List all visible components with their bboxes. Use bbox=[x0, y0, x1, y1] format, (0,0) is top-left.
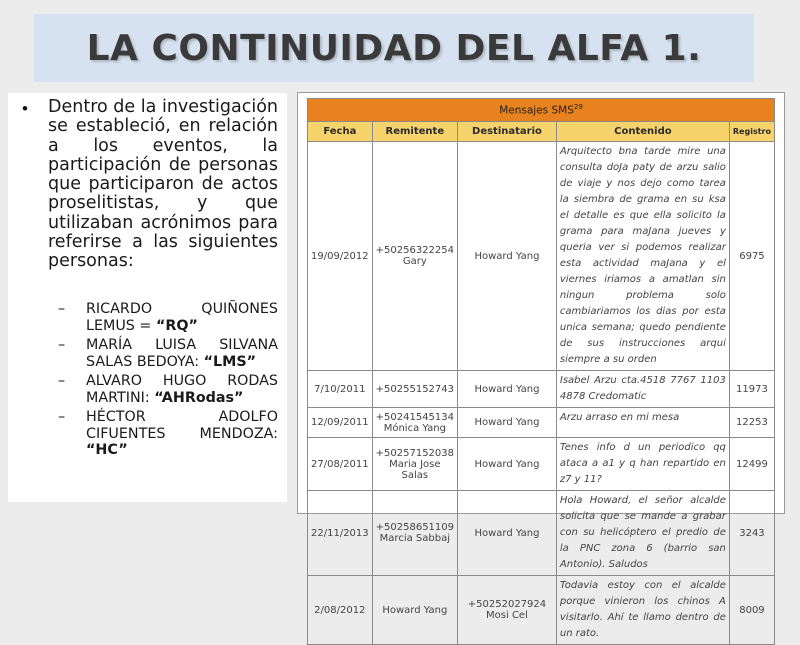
cell-contenido: Todavia estoy con el alcalde porque vinieron los chinos A visitarlo. Ahí te llamo dentro de un rato. bbox=[556, 576, 729, 645]
person-acronym: “RQ” bbox=[155, 317, 198, 334]
cell-registro: 6975 bbox=[729, 142, 774, 371]
person-acronym: “HC” bbox=[86, 442, 128, 458]
table-row bbox=[308, 371, 775, 408]
acronym-list bbox=[58, 301, 278, 462]
left-text-panel bbox=[8, 93, 287, 502]
table-row bbox=[308, 408, 775, 438]
dash-marker: – bbox=[58, 337, 66, 353]
header-contenido: Contenido bbox=[556, 122, 729, 142]
cell-remitente: +50257152038 Maria Jose Salas bbox=[372, 438, 457, 491]
list-item bbox=[58, 337, 278, 370]
person-name: ALVARO HUGO RODAS MARTINI: bbox=[86, 373, 278, 406]
cell-remitente: +50256322254 Gary bbox=[372, 142, 457, 371]
cell-fecha: 2/08/2012 bbox=[308, 576, 373, 645]
person-name: MARÍA LUISA SILVANA SALAS BEDOYA: bbox=[86, 337, 278, 370]
list-item bbox=[58, 373, 278, 406]
cell-destinatario: Howard Yang bbox=[458, 142, 557, 371]
intro-paragraph: Dentro de la investigación se estableció, en relación a los eventos, la participación de personas que participaron de actos proselitistas, y que utilizaban acrónimos para referirse a las siguientes personas: bbox=[48, 97, 278, 272]
cell-registro: 11973 bbox=[729, 371, 774, 408]
table-row bbox=[308, 438, 775, 491]
dash-marker: – bbox=[58, 301, 66, 317]
cell-remitente: +50241545134 Mónica Yang bbox=[372, 408, 457, 438]
dash-marker: – bbox=[58, 409, 66, 425]
cell-fecha: 7/10/2011 bbox=[308, 371, 373, 408]
cell-fecha: 19/09/2012 bbox=[308, 142, 373, 371]
person-name: RICARDO QUIÑONES LEMUS = bbox=[86, 301, 278, 334]
cell-destinatario: Howard Yang bbox=[458, 438, 557, 491]
caption-footnote: 29 bbox=[573, 103, 583, 112]
sms-table-image bbox=[297, 92, 785, 639]
cell-destinatario: +50252027924 Mosi Cel bbox=[458, 576, 557, 645]
cell-contenido: Tenes info d un periodico qq ataca a a1 y q han repartido en z7 y 11? bbox=[556, 438, 729, 491]
cell-registro: 3243 bbox=[729, 491, 774, 576]
cell-fecha: 22/11/2013 bbox=[308, 491, 373, 576]
cell-remitente: +50258651109 Marcia Sabbaj bbox=[372, 491, 457, 576]
table-row bbox=[308, 491, 775, 576]
header-fecha: Fecha bbox=[308, 122, 373, 142]
dash-marker: – bbox=[58, 373, 66, 389]
header-remitente: Remitente bbox=[372, 122, 457, 142]
cell-remitente: +50255152743 bbox=[372, 371, 457, 408]
cell-fecha: 27/08/2011 bbox=[308, 438, 373, 491]
header-row bbox=[308, 122, 775, 142]
person-name: HÉCTOR ADOLFO CIFUENTES MENDOZA: bbox=[86, 409, 278, 442]
title-banner bbox=[34, 14, 754, 82]
cell-destinatario: Howard Yang bbox=[458, 408, 557, 438]
table-caption bbox=[308, 99, 775, 122]
cell-contenido: Arquitecto bna tarde mire una consulta doJa paty de arzu salio de viaje y nos dejo como tarea la siembra de grama en su ksa el detalle es que ella solicito la grama para maJana jueves y queria ver si podemos realizar esta actividad maJana y el viernes iriamos a amatlan sin ningun problema solo cambiariamos los dias por esta unica semana; quedo pendiente de sus instrucciones arqui siempre a su orden bbox=[556, 142, 729, 371]
cell-contenido: Hola Howard, el señor alcalde solicita que se mande a grabar con su helicóptero el predio de la PNC zona 6 (barrio san Antonio). Saludos bbox=[556, 491, 729, 576]
sms-table bbox=[307, 98, 775, 645]
caption-text: Mensajes SMS bbox=[499, 104, 574, 117]
table-row bbox=[308, 142, 775, 371]
cell-registro: 12499 bbox=[729, 438, 774, 491]
person-acronym: “LMS” bbox=[203, 353, 257, 370]
cell-destinatario: Howard Yang bbox=[458, 491, 557, 576]
bullet-marker: • bbox=[22, 99, 28, 118]
cell-fecha: 12/09/2011 bbox=[308, 408, 373, 438]
cell-contenido: Isabel Arzu cta.4518 7767 1103 4878 Credomatic bbox=[556, 371, 729, 408]
person-acronym: “AHRodas” bbox=[154, 389, 244, 406]
header-registro: Registro bbox=[729, 122, 774, 142]
cell-destinatario: Howard Yang bbox=[458, 371, 557, 408]
page-title: LA CONTINUIDAD DEL ALFA 1. bbox=[86, 27, 702, 69]
cell-remitente: Howard Yang bbox=[372, 576, 457, 645]
list-item bbox=[58, 301, 278, 334]
table-row bbox=[308, 576, 775, 645]
cell-registro: 12253 bbox=[729, 408, 774, 438]
cell-registro: 8009 bbox=[729, 576, 774, 645]
list-item bbox=[58, 409, 278, 459]
header-destinatario: Destinatario bbox=[458, 122, 557, 142]
cell-contenido: Arzu arraso en mi mesa bbox=[556, 408, 729, 438]
